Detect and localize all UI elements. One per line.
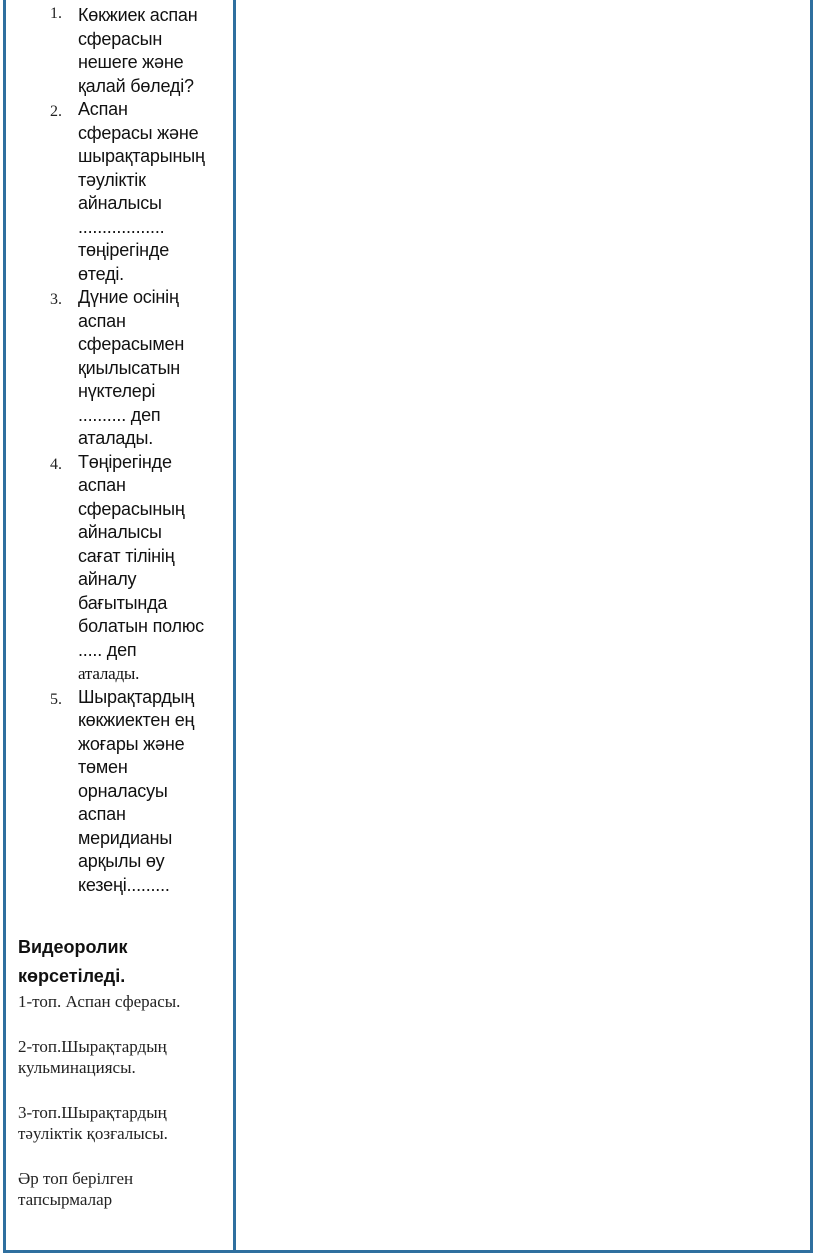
question-line: сферасы және	[78, 122, 199, 143]
question-line: орналасуы	[78, 780, 168, 801]
question-item-3	[18, 286, 233, 451]
question-line: кезеңі.........	[78, 874, 170, 895]
question-text	[78, 98, 233, 286]
question-line: көкжиектен ең	[78, 710, 195, 730]
group-1-text: 1-топ. Аспан сферасы.	[18, 992, 181, 1011]
question-line: қалай бөледі?	[78, 75, 194, 96]
question-list	[18, 0, 233, 897]
question-line: нешеге және	[78, 52, 184, 72]
question-line: айналу	[78, 569, 137, 589]
question-line: айналысы	[78, 193, 162, 213]
video-heading-line: көрсетіледі.	[18, 966, 126, 986]
video-heading	[18, 933, 233, 991]
question-text	[78, 4, 233, 98]
question-line: төмен	[78, 757, 128, 777]
group-2-text: 2-топ.Шырақтардың	[18, 1037, 167, 1056]
question-number: 5.	[50, 690, 62, 708]
left-column-cell	[18, 0, 233, 1250]
question-number: 4.	[50, 455, 62, 473]
group-tasks	[18, 991, 233, 1210]
group-4-text: тапсырмалар	[18, 1190, 113, 1209]
group-3-text: тәуліктік қозғалысы.	[18, 1124, 168, 1143]
question-line: болатын полюс	[78, 616, 204, 636]
group-2-text: кульминациясы.	[18, 1058, 136, 1077]
question-line: нүктелері	[78, 381, 156, 401]
question-item-5	[18, 686, 233, 898]
question-line: .......... деп	[78, 404, 161, 425]
question-number: 1.	[50, 5, 62, 22]
question-item-4	[18, 451, 233, 686]
right-column-cell	[236, 0, 810, 1250]
question-item-2	[18, 98, 233, 286]
question-number: 3.	[50, 291, 62, 308]
group-3-text: 3-топ.Шырақтардың	[18, 1103, 167, 1122]
question-line: қиылысатын	[78, 357, 181, 378]
group-4-text: Әр топ берілген	[18, 1169, 134, 1188]
question-line: Төңірегінде	[78, 451, 172, 472]
question-line: шырақтарының	[78, 146, 205, 166]
question-line: ..................	[78, 216, 165, 237]
question-line: аталады.	[78, 428, 154, 448]
question-line: Көкжиек аспан	[78, 5, 198, 25]
question-line: өтеді.	[78, 263, 124, 284]
question-line: Аспан	[78, 99, 128, 119]
question-line: сферасымен	[78, 334, 185, 354]
question-text	[78, 286, 233, 451]
question-line: сферасының	[78, 498, 185, 519]
question-line: сағат тілінің	[78, 545, 175, 566]
question-line: Шырақтардың	[78, 686, 195, 707]
question-line: меридианы	[78, 827, 173, 848]
question-item-1	[18, 0, 233, 98]
question-line: ..... деп	[78, 639, 137, 660]
question-line: бағытында	[78, 592, 168, 613]
question-line: тәуліктік	[78, 169, 146, 190]
video-heading-line: Видеоролик	[18, 937, 128, 957]
question-line: аспан	[78, 804, 126, 824]
question-number: 2.	[50, 103, 62, 120]
question-line: арқылы өу	[78, 851, 165, 871]
question-line: аспан	[78, 310, 126, 331]
question-line: аспан	[78, 475, 126, 495]
question-line: айналысы	[78, 522, 162, 542]
question-line: аталады.	[78, 664, 140, 683]
question-line: төңірегінде	[78, 240, 170, 260]
question-line: сферасын	[78, 28, 163, 49]
question-line: Дүние осінің	[78, 287, 179, 307]
question-text	[78, 451, 233, 686]
question-line: жоғары және	[78, 733, 185, 754]
question-text	[78, 686, 233, 898]
